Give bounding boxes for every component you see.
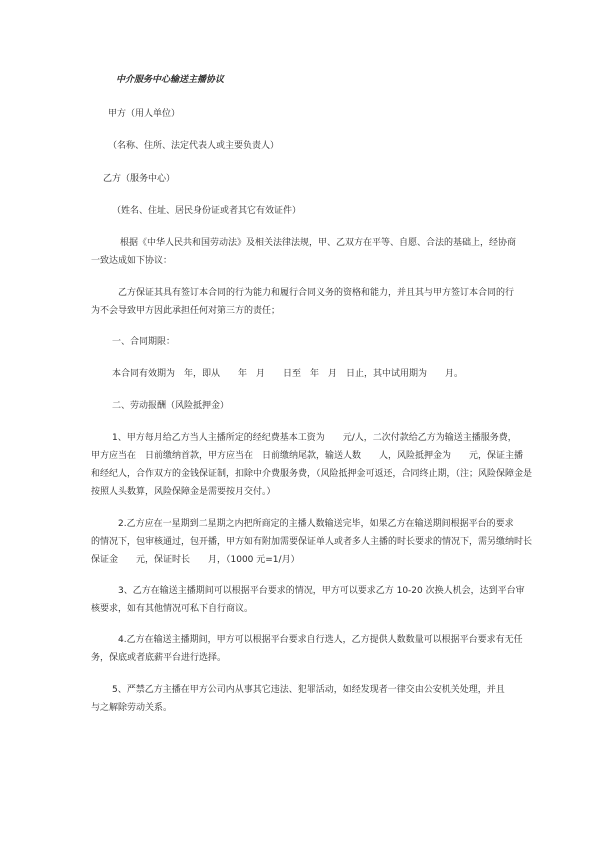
clause-1-line: 1、甲方每月给乙方当人主播所定的经纪费基本工资为 元/人，二次付款给乙方为输送主播服务费，: [112, 433, 517, 443]
clause-1-line: 按照人头数算，风险保障金是需要按月交付。）: [91, 487, 276, 497]
section-1-heading: 一、合同期限：: [112, 337, 176, 347]
clause-4-line: 务，保底或者底薪平台进行选择。: [91, 653, 227, 663]
clause-5-line: 5、严禁乙方主播在甲方公司内从事其它违法、犯罪活动，如经发现者一律交由公安机关处理，并且: [112, 685, 505, 695]
clause-5-line: 与之解除劳动关系。: [91, 703, 173, 713]
clause-1-line: 甲方应当在 日前缴纳首款，甲方应当在 日前缴纳尾款，输送人数 人，风险抵押金为 元，保证主播: [91, 451, 524, 461]
party-a-note: （名称、住所、法定代表人或主要负责人）: [108, 141, 280, 151]
party-b-label: 乙方（服务中心）: [103, 174, 176, 184]
clause-3-line: 核要求，如有其他情况可私下自行商议。: [91, 604, 254, 614]
section-1-text: 本合同有效期为 年，即从 年 月 日至 年 月 日止，其中试用期为 月。: [112, 369, 464, 379]
document-title: 中介服务中心输送主播协议: [116, 75, 225, 85]
clause-2-line: 的情况下，包审核通过，包开播，甲方如有附加需要保证单人或者多人主播的时长要求的情况下，需另缴纳时长: [91, 537, 533, 547]
clause-4-line: 4.乙方在输送主播期间，甲方可以根据平台要求自行选人，乙方提供人数数量可以根据平台要求有无任: [118, 635, 523, 645]
clause-2-line: 2.乙方应在一星期到二星期之内把所商定的主播人数输送完毕，如果乙方在输送期间根据平台的要求: [118, 519, 514, 529]
clause-3-line: 3、乙方在输送主播期间可以根据平台要求的情况，甲方可以要求乙方 10-20 次换人机会，达到平台审: [118, 586, 525, 596]
intro-line: 一致达成如下协议：: [91, 256, 173, 266]
guarantee-line: 乙方保证其具有签订本合同的行为能力和履行合同义务的资格和能力，并且其与甲方签订本合同的行: [118, 288, 515, 298]
intro-line: 根据《中华人民共和国劳动法》及相关法律法规，甲、乙双方在平等、自愿、合法的基础上，经协商: [120, 238, 517, 248]
clause-1-line: 和经纪人，合作双方的金钱保证制，扣除中介费服务费，（风险抵押金可返还，合同终止期，（注；风险保障金是: [91, 469, 533, 479]
section-2-heading: 二、劳动报酬（风险抵押金）: [112, 401, 230, 411]
clause-2-line: 保证金 元，保证时长 月，（1000 元=1/月）: [91, 555, 300, 565]
party-b-note: （姓名、住址、居民身份证或者其它有效证件）: [112, 206, 302, 216]
guarantee-line: 为不会导致甲方因此承担任何对第三方的责任；: [91, 306, 281, 316]
party-a-label: 甲方（用人单位）: [108, 109, 181, 119]
